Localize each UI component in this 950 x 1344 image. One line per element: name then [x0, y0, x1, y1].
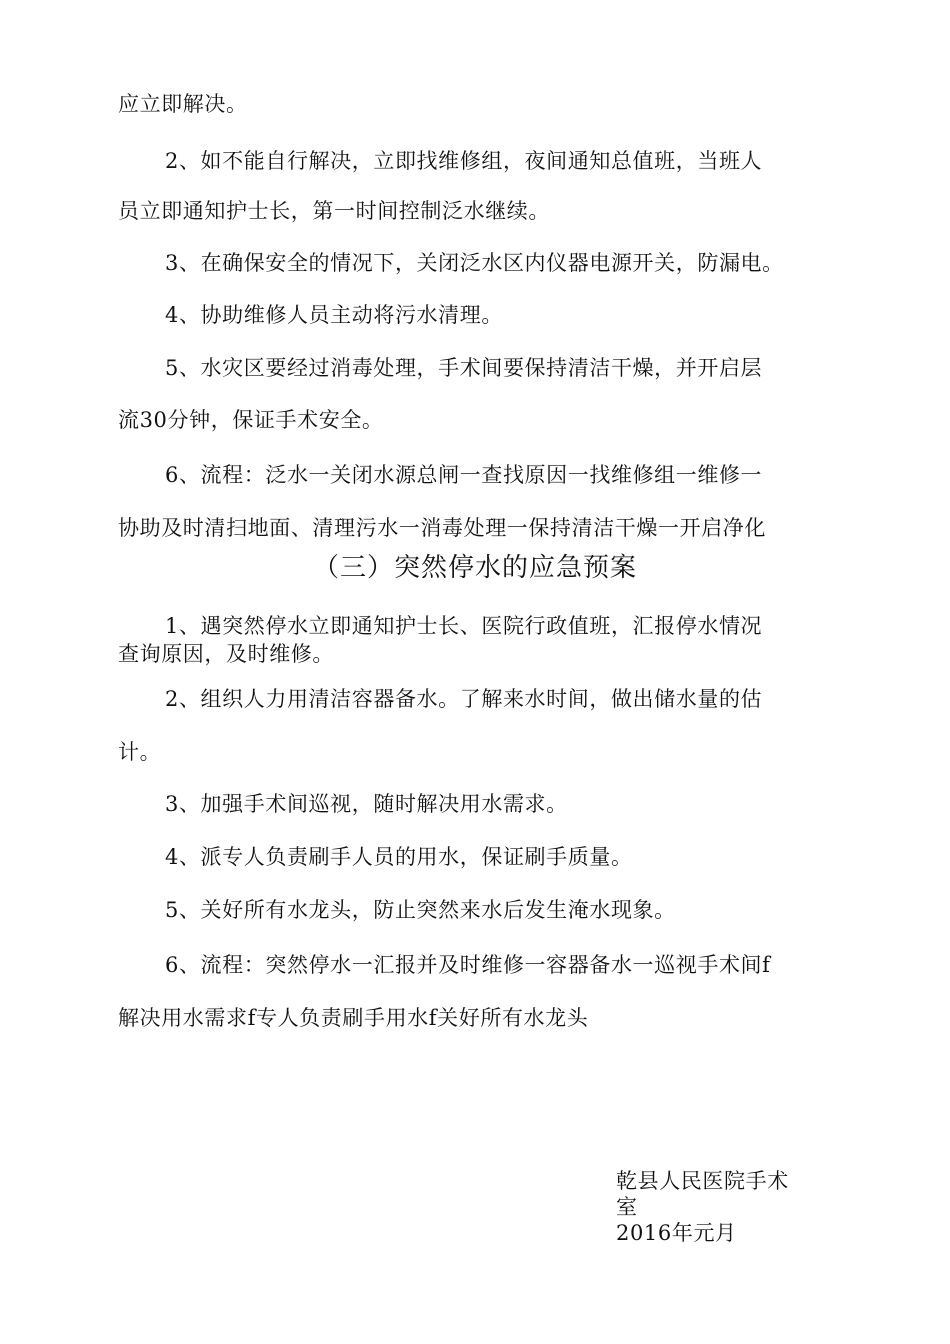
paragraph-line: 4、派专人负责刷手人员的用水，保证刷手质量。 — [165, 845, 633, 869]
section-heading: （三）突然停水的应急预案 — [312, 553, 637, 583]
signature-organization: 乾县人民医院手术 — [616, 1169, 789, 1193]
paragraph-line: 计。 — [118, 740, 162, 764]
paragraph-line: 6、流程：突然停水一汇报并及时维修一容器备水一巡视手术间f — [165, 953, 771, 977]
paragraph-line: 1、遇突然停水立即通知护士长、医院行政值班，汇报停水情况 — [165, 614, 763, 638]
paragraph-line: 6、流程：泛水一关闭水源总闸一查找原因一找维修组一维修一 — [165, 463, 763, 487]
paragraph-line: 应立即解决。 — [118, 92, 248, 116]
paragraph-line: 2、如不能自行解决，立即找维修组，夜间通知总值班，当班人 — [165, 149, 763, 173]
paragraph-line: 4、协助维修人员主动将污水清理。 — [165, 303, 503, 327]
paragraph-line: 5、关好所有水龙头，防止突然来水后发生淹水现象。 — [165, 898, 676, 922]
paragraph-line: 协助及时清扫地面、清理污水一消毒处理一保持清洁干燥一开启净化 — [118, 516, 766, 540]
paragraph-line: 流30分钟，保证手术安全。 — [118, 408, 384, 432]
paragraph-line: 解决用水需求f专人负责刷手用水f关好所有水龙头 — [118, 1006, 589, 1030]
paragraph-line: 5、水灾区要经过消毒处理，手术间要保持清洁干燥，并开启层 — [165, 356, 763, 380]
paragraph-line: 员立即通知护士长，第一时间控制泛水继续。 — [118, 199, 550, 223]
paragraph-line: 3、加强手术间巡视，随时解决用水需求。 — [165, 792, 568, 816]
paragraph-line: 3、在确保安全的情况下，关闭泛水区内仪器电源开关，防漏电。 — [165, 251, 784, 275]
signature-date: 2016年元月 — [616, 1221, 737, 1245]
paragraph-line: 2、组织人力用清洁容器备水。了解来水时间，做出储水量的估 — [165, 687, 763, 711]
signature-organization-cont: 室 — [616, 1195, 638, 1219]
paragraph-line: 查询原因，及时维修。 — [118, 642, 334, 666]
